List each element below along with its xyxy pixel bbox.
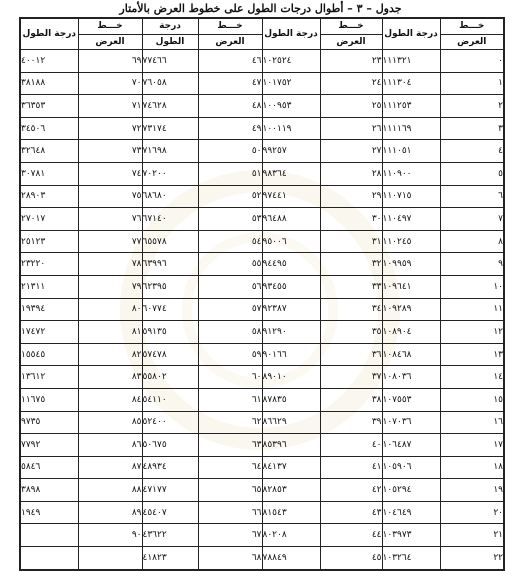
length-cell: ٩٥٠٠٦ (262, 230, 320, 253)
length-cell: ٥٥٨٠٢ (142, 366, 198, 389)
latitude-cell: ٨٨ (78, 479, 142, 502)
length-cell: ٤٥٤٠٧ (142, 501, 198, 524)
latitude-cell: ١٨ (440, 456, 504, 479)
length-cell: ٦٨٦٨٠ (142, 185, 198, 208)
table-row (20, 95, 504, 118)
latitude-cell: ٤٠ (320, 434, 382, 457)
latitude-cell: ٣٨ (320, 388, 382, 411)
length-cell: ٥٠٦٧٥ (142, 434, 198, 457)
header-row-top (20, 18, 504, 35)
length-cell: ١٩٤٩ (20, 501, 78, 524)
latitude-cell: ١٥ (440, 388, 504, 411)
table-row (20, 72, 504, 95)
latitude-cell: ٨٥ (78, 411, 142, 434)
length-cell: ٩٠١٦٦ (262, 343, 320, 366)
length-cell: ٢٣٢٢٠ (20, 253, 78, 276)
latitude-cell: ٨٦ (78, 434, 142, 457)
latitude-cell: ٤٨ (198, 95, 262, 118)
length-cell: ١٥٥٤٥ (20, 343, 78, 366)
latitude-cell: ٦٤ (198, 456, 262, 479)
latitude-cell: ٨٧ (78, 456, 142, 479)
length-cell: ١٠٣٩٧٣ (382, 524, 440, 547)
length-cell: ١٠٩٢٨٩ (382, 298, 440, 321)
length-cell: ١٠٥٩٠٦ (382, 456, 440, 479)
latitude-cell: ٢٠ (440, 501, 504, 524)
latitude-cell: ٦٥ (198, 479, 262, 502)
length-cell: ١٠٤٦٤٩ (382, 501, 440, 524)
length-cell: ٣٠٧٨١ (20, 162, 78, 185)
length-cell: ٨٢٨٥٣ (262, 479, 320, 502)
latitude-cell: ٩ (440, 253, 504, 276)
latitude-cell: ٦٠ (198, 366, 262, 389)
latitude-cell: ٣٤ (320, 298, 382, 321)
latitude-cell: ١١ (440, 298, 504, 321)
latitude-cell: ٣٥ (320, 321, 382, 344)
table-row (20, 117, 504, 140)
table-row (20, 321, 504, 344)
latitude-cell: ٧٦ (78, 208, 142, 231)
table-row (20, 411, 504, 434)
table-body (20, 50, 504, 570)
length-cell: ١٠١٧٥٢ (262, 72, 320, 95)
latitude-cell: ٣٧ (320, 366, 382, 389)
latitude-cell: ٦٦ (198, 501, 262, 524)
latitude-cell: ٢٥ (320, 95, 382, 118)
latitude-cell: ١٧ (440, 434, 504, 457)
latitude-cell: ٣ (440, 117, 504, 140)
length-cell: ٩٧٤٤١ (262, 185, 320, 208)
length-cell: ١١١٠٥١ (382, 140, 440, 163)
length-cell: ٧٠٢٠٠ (142, 162, 198, 185)
header-length-3-top: درجة (142, 18, 198, 35)
length-cell: ١١٦٧٥ (20, 388, 78, 411)
header-latitude-4: خـــط (78, 18, 142, 35)
length-cell: ١٠٨٩٠٤ (382, 321, 440, 344)
length-cell (20, 524, 78, 547)
latitude-cell: ٥٤ (198, 230, 262, 253)
header-latitude-1: خـــط (440, 18, 504, 35)
latitude-cell: ٣١ (320, 230, 382, 253)
latitude-cell: ٧٢ (78, 117, 142, 140)
header-latitude-1-sub: العرض (440, 35, 504, 50)
length-cell: ٧٨٨٤٩ (262, 547, 320, 570)
latitude-cell: ١٣ (440, 343, 504, 366)
latitude-cell: ٦١ (198, 388, 262, 411)
header-latitude-2: خـــط (320, 18, 382, 35)
latitude-cell: ١٠ (440, 275, 504, 298)
latitude-cell: ٨٤ (78, 388, 142, 411)
length-cell: ١١٠٧١٥ (382, 185, 440, 208)
table-row (20, 162, 504, 185)
latitude-cell: ٢٢ (440, 547, 504, 570)
length-cell: ٨٥٣٩٦ (262, 434, 320, 457)
length-cell: ١٩٣٩٤ (20, 298, 78, 321)
latitude-cell: ١ (440, 72, 504, 95)
length-cell: ٧٧٩٢ (20, 434, 78, 457)
latitude-cell: ١٦ (440, 411, 504, 434)
latitude-cell: ٥ (440, 162, 504, 185)
latitude-cell: ٨٩ (78, 501, 142, 524)
table-row (20, 140, 504, 163)
length-cell: ٣٦٣٥٣ (20, 95, 78, 118)
length-cell (20, 547, 78, 570)
latitude-cell: ٣٩ (320, 411, 382, 434)
table-row (20, 230, 504, 253)
latitude-cell: ٦٧ (198, 524, 262, 547)
length-cell: ٣٢٦٤٨ (20, 140, 78, 163)
length-cell: ٩٦٤٨٨ (262, 208, 320, 231)
latitude-cell: ٦٢ (198, 411, 262, 434)
latitude-cell: ٧٤ (78, 162, 142, 185)
length-cell: ٢١٣١١ (20, 275, 78, 298)
latitude-cell: ٢٤ (320, 72, 382, 95)
latitude-cell: ١٩ (440, 479, 504, 502)
length-cell: ١٠٨٠٣٦ (382, 366, 440, 389)
latitude-cell: ٧٣ (78, 140, 142, 163)
table-row (20, 366, 504, 389)
length-cell: ٧٤٦٢٨ (142, 95, 198, 118)
table-row (20, 456, 504, 479)
length-cell: ٩٤٤٩٥ (262, 253, 320, 276)
latitude-cell: ٢٩ (320, 185, 382, 208)
latitude-cell: ٢٨ (320, 162, 382, 185)
length-cell: ٧١٦٩٨ (142, 140, 198, 163)
latitude-cell: ٢ (440, 95, 504, 118)
table-row (20, 185, 504, 208)
latitude-cell: ٣٢ (320, 253, 382, 276)
latitude-cell: ٨٠ (78, 298, 142, 321)
header-latitude-4-sub: العرض (78, 35, 142, 50)
latitude-cell: ٨١ (78, 321, 142, 344)
latitude-cell: ٨ (440, 230, 504, 253)
length-cell: ٥٤١١٠ (142, 388, 198, 411)
latitude-cell: ٧ (440, 208, 504, 231)
length-cell: ١٠٨٤٦٨ (382, 343, 440, 366)
latitude-cell: ٨٢ (78, 343, 142, 366)
length-cell: ٤١٨٢٣ (142, 547, 198, 570)
latitude-cell: ٤ (440, 140, 504, 163)
latitude-cell: ٥٩ (198, 343, 262, 366)
length-cell: ٤٣٦٢٢ (142, 524, 198, 547)
header-latitude-2-sub: العرض (320, 35, 382, 50)
latitude-cell: ٤٩ (198, 117, 262, 140)
header-latitude-3: خـــط (198, 18, 262, 35)
length-cell: ٨١٥٤٣ (262, 501, 320, 524)
length-cell: ١٠٠١١٩ (262, 117, 320, 140)
latitude-cell: ٧١ (78, 95, 142, 118)
latitude-cell: ٥٣ (198, 208, 262, 231)
length-cell: ١٠٧٥٥٣ (382, 388, 440, 411)
longitude-degree-table (19, 17, 505, 571)
length-cell: ٩٣٤٥٥ (262, 275, 320, 298)
length-cell: ٩٢٣٨٧ (262, 298, 320, 321)
length-cell: ١٧٤٧٢ (20, 321, 78, 344)
length-cell: ٥٩١٣٥ (142, 321, 198, 344)
latitude-cell: ٦٣ (198, 434, 262, 457)
length-cell: ١٠٢٥٢٤ (262, 50, 320, 73)
latitude-cell: ٢٣ (320, 50, 382, 73)
table-row (20, 479, 504, 502)
latitude-cell: ٥٦ (198, 275, 262, 298)
length-cell: ٩٩٢٥٧ (262, 140, 320, 163)
latitude-cell: ٥٢ (198, 185, 262, 208)
header-length-3-sub: الطول (142, 35, 198, 50)
length-cell: ١١١١٦٩ (382, 117, 440, 140)
length-cell: ١١٠٩٠٠ (382, 162, 440, 185)
latitude-cell: ٨٣ (78, 366, 142, 389)
length-cell: ٢٧٠١٧ (20, 208, 78, 231)
length-cell: ١٠٠٩٥٣ (262, 95, 320, 118)
table-row (20, 434, 504, 457)
latitude-cell: ٣٠ (320, 208, 382, 231)
length-cell: ٥٢٤٠٠ (142, 411, 198, 434)
latitude-cell: ٧٥ (78, 185, 142, 208)
latitude-cell: ٢٧ (320, 140, 382, 163)
header-latitude-3-sub: العرض (198, 35, 262, 50)
latitude-cell: ٧٠ (78, 72, 142, 95)
length-cell: ٣٨١٨٨ (20, 72, 78, 95)
length-cell: ٥٧٤٧٨ (142, 343, 198, 366)
latitude-cell: ٧٩ (78, 275, 142, 298)
length-cell: ١٣٦١٢ (20, 366, 78, 389)
table-row (20, 343, 504, 366)
length-cell: ١٠٧٠٣٦ (382, 411, 440, 434)
length-cell: ٩٧٣٥ (20, 411, 78, 434)
table-row (20, 253, 504, 276)
table-row (20, 388, 504, 411)
length-cell: ٣٨٩٨ (20, 479, 78, 502)
length-cell: ٢٨٩٠٣ (20, 185, 78, 208)
length-cell: ٨٠٢٠٨ (262, 524, 320, 547)
latitude-cell: ٤٢ (320, 479, 382, 502)
length-cell: ٩٨٣٦٤ (262, 162, 320, 185)
latitude-cell: ٠ (440, 50, 504, 73)
latitude-cell: ٣٦ (320, 343, 382, 366)
latitude-cell: ٤١ (320, 456, 382, 479)
table-row (20, 50, 504, 73)
header-length-4: درجة الطول (20, 18, 78, 50)
latitude-cell: ٥٠ (198, 140, 262, 163)
table-row (20, 298, 504, 321)
length-cell: ٤٧١٧٧ (142, 479, 198, 502)
table-row (20, 208, 504, 231)
length-cell: ٦٧١٤٠ (142, 208, 198, 231)
length-cell: ٧٣١٧٤ (142, 117, 198, 140)
length-cell: ١٠٣٢٦٤ (382, 547, 440, 570)
latitude-cell: ٤٧ (198, 72, 262, 95)
length-cell: ١١١٣٠٤ (382, 72, 440, 95)
latitude-cell: ٤٥ (320, 547, 382, 570)
length-cell: ١١٠٤٩٧ (382, 208, 440, 231)
length-cell: ٥٨٤٦ (20, 456, 78, 479)
length-cell: ٦٠٧٧٤ (142, 298, 198, 321)
length-cell: ١٠٦٤٨٧ (382, 434, 440, 457)
header-length-2: درجة الطول (262, 18, 320, 50)
latitude-cell: ٧٧ (78, 230, 142, 253)
length-cell: ١١١٢٥٣ (382, 95, 440, 118)
length-cell: ٦٢٣٩٥ (142, 275, 198, 298)
table-row (20, 547, 504, 570)
length-cell: ١١٠٢٤٥ (382, 230, 440, 253)
length-cell: ٧٦٠٥٨ (142, 72, 198, 95)
length-cell: ٨٤١٣٧ (262, 456, 320, 479)
latitude-cell: ٤٣ (320, 501, 382, 524)
length-cell: ٦٣٩٩٦ (142, 253, 198, 276)
latitude-cell: ٥٥ (198, 253, 262, 276)
length-cell: ١٠٩٦٤١ (382, 275, 440, 298)
length-cell: ٦٥٥٧٨ (142, 230, 198, 253)
table-row (20, 524, 504, 547)
length-cell: ٨٩٠١٠ (262, 366, 320, 389)
length-cell: ٧٧٤٦٦ (142, 50, 198, 73)
latitude-cell: ٤٤ (320, 524, 382, 547)
latitude-cell: ٢١ (440, 524, 504, 547)
length-cell: ٩١٢٩٠ (262, 321, 320, 344)
length-cell: ١٠٩٩٥٩ (382, 253, 440, 276)
length-cell: ١١١٣٢١ (382, 50, 440, 73)
latitude-cell: ٧٨ (78, 253, 142, 276)
length-cell: ٨٦٦٢٩ (262, 411, 320, 434)
latitude-cell: ١٤ (440, 366, 504, 389)
header-length-1: درجة الطول (382, 18, 440, 50)
length-cell: ٤٠٠١٢ (20, 50, 78, 73)
latitude-cell: ٥٧ (198, 298, 262, 321)
latitude-cell: ٥١ (198, 162, 262, 185)
latitude-cell: ٥٨ (198, 321, 262, 344)
latitude-cell: ١٢ (440, 321, 504, 344)
latitude-cell: ٩٠ (78, 524, 142, 547)
length-cell: ١٠٥٢٩٤ (382, 479, 440, 502)
length-cell: ٢٥١٢٣ (20, 230, 78, 253)
latitude-cell: ٦ (440, 185, 504, 208)
latitude-cell: ٤٦ (198, 50, 262, 73)
latitude-cell: ٦٩ (78, 50, 142, 73)
latitude-cell: ٣٣ (320, 275, 382, 298)
latitude-cell (78, 547, 142, 570)
latitude-cell: ٢٦ (320, 117, 382, 140)
latitude-cell: ٦٨ (198, 547, 262, 570)
table-row (20, 501, 504, 524)
length-cell: ٨٧٨٣٥ (262, 388, 320, 411)
table-caption: جدول – ٣ – أطوال درجات الطول على خطوط العرض بالأمتار (119, 2, 402, 15)
length-cell: ٤٨٩٣٤ (142, 456, 198, 479)
length-cell: ٣٤٥٠٦ (20, 117, 78, 140)
table-row (20, 275, 504, 298)
